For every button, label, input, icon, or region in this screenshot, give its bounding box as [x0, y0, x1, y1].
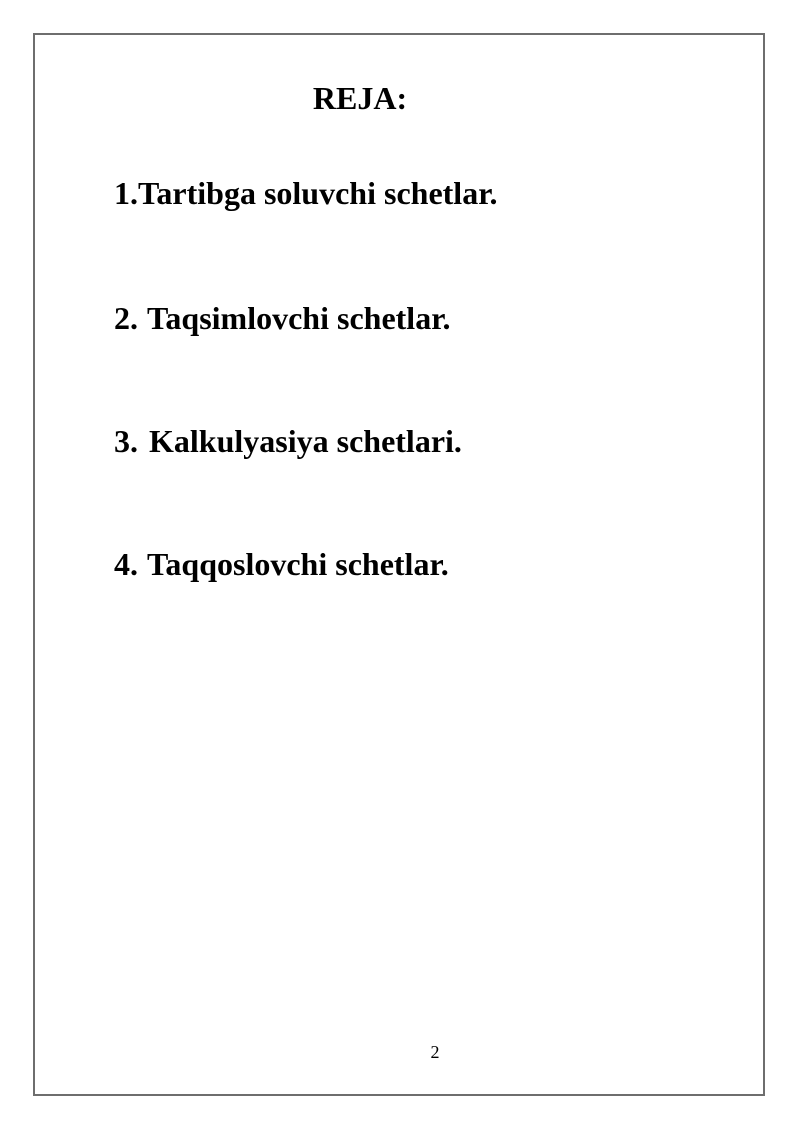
- page-number: 2: [430, 1042, 440, 1062]
- page-title: REJA:: [312, 80, 408, 116]
- plan-item-number: 4.: [114, 546, 138, 582]
- plan-item-1: [114, 171, 497, 215]
- plan-item-text: Kalkulyasiya schetlari.: [149, 423, 462, 459]
- plan-item-4: [114, 542, 449, 586]
- plan-item-number: 2.: [114, 300, 138, 336]
- plan-item-text: Tartibga soluvchi schetlar.: [138, 175, 498, 211]
- plan-item-3: [114, 419, 462, 463]
- plan-item-text: Taqsimlovchi schetlar.: [147, 300, 451, 336]
- plan-item-text: Taqqoslovchi schetlar.: [147, 546, 449, 582]
- plan-item-number: 1.: [114, 175, 138, 211]
- plan-item-2: [114, 296, 450, 340]
- plan-item-number: 3.: [114, 423, 138, 459]
